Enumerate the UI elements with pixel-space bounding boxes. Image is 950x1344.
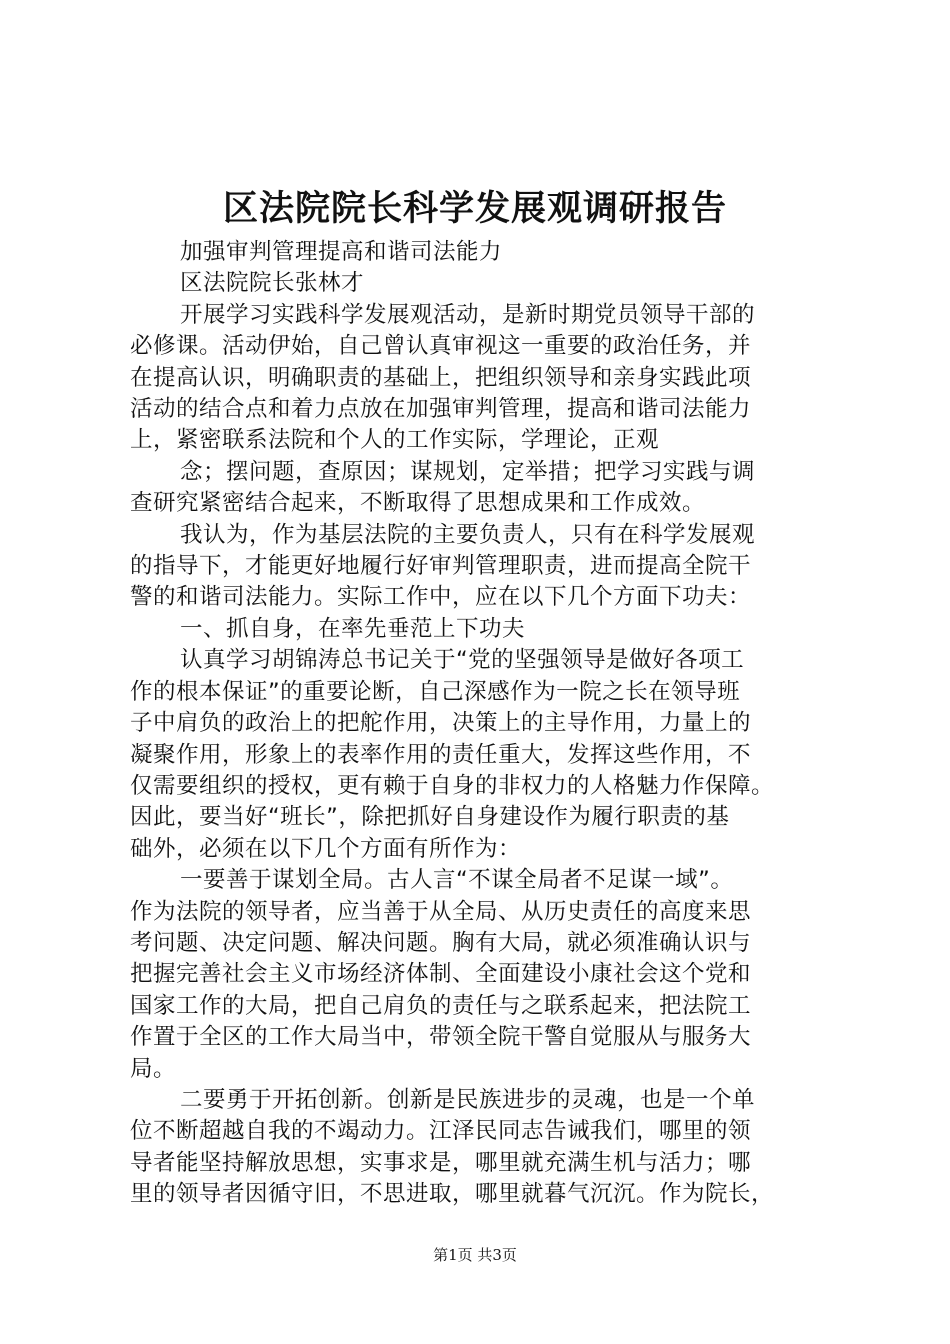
text-line: 一要善于谋划全局。古人言“不谋全局者不足谋一域”。 bbox=[180, 867, 734, 894]
document-title: 区法院院长科学发展观调研报告 bbox=[222, 188, 727, 229]
text-line: 国家工作的大局，把自己肩负的责任与之联系起来，把法院工 bbox=[130, 992, 752, 1019]
text-line: 加强审判管理提高和谐司法能力 bbox=[180, 239, 503, 265]
text-line: 础外，必须在以下几个方面有所作为： bbox=[130, 835, 522, 862]
text-line: 作的根本保证”的重要论断，自己深感作为一院之长在领导班 bbox=[130, 678, 741, 705]
document-body bbox=[130, 237, 830, 1211]
text-line: 上，紧密联系法院和个人的工作实际，学理论，正观 bbox=[130, 427, 660, 454]
text-line: 把握完善社会主义市场经济体制、全面建设小康社会这个党和 bbox=[130, 961, 752, 988]
text-line: 认真学习胡锦涛总书记关于“党的坚强领导是做好各项工 bbox=[180, 647, 745, 674]
text-line: 作置于全区的工作大局当中，带领全院干警自觉服从与服务大 bbox=[130, 1024, 752, 1051]
text-line: 一、抓自身，在率先垂范上下功夫 bbox=[180, 615, 526, 642]
text-line: 查研究紧密结合起来，不断取得了思想成果和工作成效。 bbox=[130, 490, 706, 517]
text-line: 区法院院长张林才 bbox=[180, 270, 365, 297]
text-line: 因此，要当好“班长”，除把抓好自身建设作为履行职责的基 bbox=[130, 804, 730, 831]
text-line: 我认为，作为基层法院的主要负责人，只有在科学发展观 bbox=[180, 521, 756, 548]
page-footer: 第1页 共3页 bbox=[433, 1246, 517, 1264]
text-line: 导者能坚持解放思想，实事求是，哪里就充满生机与活力；哪 bbox=[130, 1149, 752, 1176]
text-line: 子中肩负的政治上的把舵作用，决策上的主导作用，力量上的 bbox=[130, 710, 752, 737]
text-line: 必修课。活动伊始，自己曾认真审视这一重要的政治任务，并 bbox=[130, 333, 752, 360]
text-line: 二要勇于开拓创新。创新是民族进步的灵魂，也是一个单 bbox=[180, 1086, 756, 1113]
text-line: 在提高认识，明确职责的基础上，把组织领导和亲身实践此项 bbox=[130, 364, 752, 391]
text-line: 的指导下，才能更好地履行好审判管理职责，进而提高全院干 bbox=[130, 553, 752, 580]
text-line: 位不断超越自我的不竭动力。江泽民同志告诫我们，哪里的领 bbox=[130, 1118, 752, 1145]
text-line: 开展学习实践科学发展观活动，是新时期党员领导干部的 bbox=[180, 301, 756, 328]
text-line: 仅需要组织的授权，更有赖于自身的非权力的人格魅力作保障。 bbox=[130, 772, 775, 799]
text-line: 局。 bbox=[130, 1055, 177, 1082]
text-line: 里的领导者因循守旧，不思进取，哪里就暮气沉沉。作为院长， bbox=[130, 1181, 775, 1208]
text-line: 凝聚作用，形象上的表率作用的责任重大，发挥这些作用，不 bbox=[130, 741, 752, 768]
text-line: 念；摆问题，查原因；谋规划，定举措；把学习实践与调 bbox=[180, 458, 756, 485]
text-line: 作为法院的领导者，应当善于从全局、从历史责任的高度来思 bbox=[130, 898, 752, 925]
text-line: 考问题、决定问题、解决问题。胸有大局，就必须准确认识与 bbox=[130, 929, 752, 956]
text-line: 活动的结合点和着力点放在加强审判管理，提高和谐司法能力 bbox=[130, 396, 752, 423]
text-line: 警的和谐司法能力。实际工作中，应在以下几个方面下功夫： bbox=[130, 584, 752, 611]
